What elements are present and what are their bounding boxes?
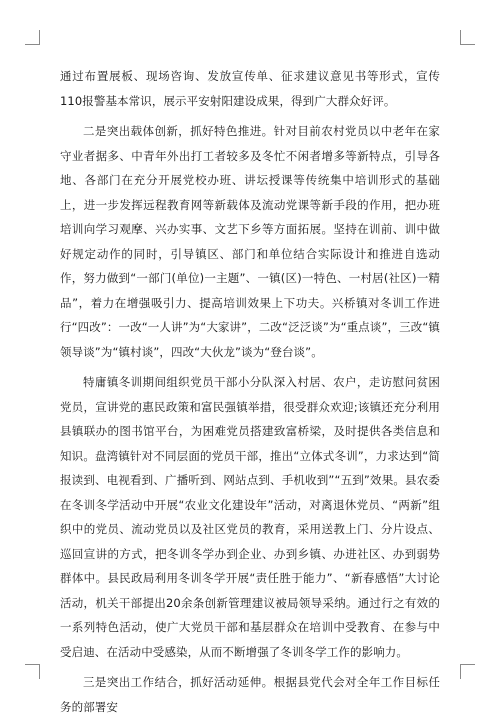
paragraph-continued: 通过布置展板、现场咨询、发放宣传单、征求建议意见书等形式，宣传110报警基本常识，展示平安射阳建设成果，得到广大群众好评。: [60, 69, 440, 108]
crop-mark-top-right: [460, 30, 475, 45]
crop-mark-bottom-right: [460, 664, 475, 679]
crop-mark-top-left: [25, 30, 40, 45]
paragraph-work-integration: 三是突出工作结合，抓好活动延伸。根据县党代会对全年工作目标任务的部署安: [60, 675, 440, 714]
paragraph-carrier-innovation: 二是突出载体创新，抓好特色推进。针对目前农村党员以中老年在家守业者据多、中青年外出打工者较多及冬忙不闲者增多等新特点，引导各地、各部门在充分开展党校办班、讲坛授课等传统集中培训形式的基础上，进一步发挥远程教育网等新载体及流动党课等新手段的作用，把办班培训向学习观摩、兴办实事、文艺下乡等方面拓展。坚持在训前、训中做好规定动作的同时，引导镇区、部门和单位结合实际设计和推进自选动作，努力做到“一部门(单位)一主题”、一镇(区)一特色、一村居(社区)一精品”，着力在增强吸引力、提高培训效果上下功夫。兴桥镇对冬训工作进行“四改”：一改“一人讲”为“大家讲”，二改“泛泛谈”为“重点谈”，三改“镇领导谈”为“镇村谈”，四改“大伙龙”谈为“登台谈”。: [60, 124, 440, 359]
paragraph-teyong-town: 特庸镇冬训期间组织党员干部小分队深入村居、农户，走访慰问贫困党员，宣讲党的惠民政策和富民强镇举措，很受群众欢迎;该镇还充分利用县镇联办的图书馆平台，为困难党员搭建致富桥梁，及时提供各类信息和知识。盘湾镇针对不同层面的党员干部，推出“立体式冬训”，力求达到“简报读到、电视看到、广播听到、网站点到、手机收到”“五到”效果。县农委在冬训冬学活动中开展“农业文化建设年”活动，对离退休党员、“两新”组织中的党员、流动党员以及社区党员的教育，采用送教上门、分片设点、巡回宣讲的方式，把冬训冬学办到企业、办到乡镇、办进社区、办到弱势群体中。县民政局利用冬训冬学开展“责任胜于能力”、“新春感悟”大讨论活动，机关干部提出20余条创新管理建议被局领导采纳。通过行之有效的一系列特色活动，使广大党员干部和基层群众在培训中受教育、在参与中受启迪、在活动中受感染，从而不断增强了冬训冬学工作的影响力。: [60, 375, 440, 659]
crop-mark-bottom-left: [25, 664, 40, 679]
document-body: [60, 64, 440, 725]
